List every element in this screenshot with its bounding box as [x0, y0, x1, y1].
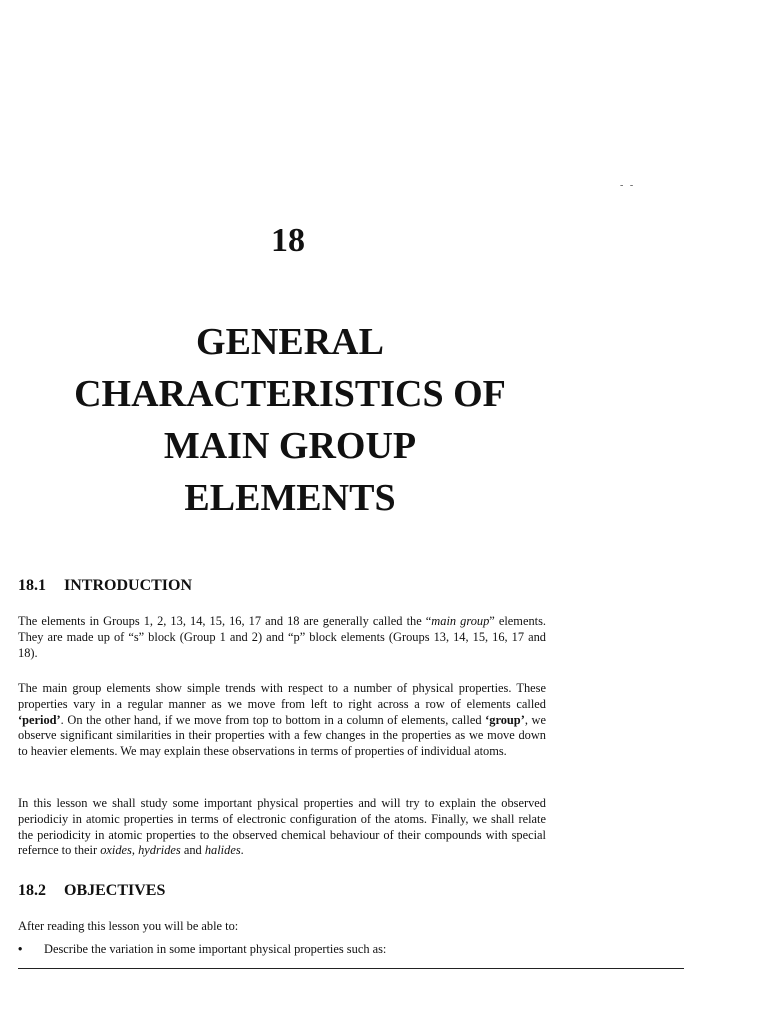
- intro-paragraph-3: [18, 796, 546, 859]
- intro-paragraph-2: [18, 681, 546, 760]
- text-run-italic: main group: [431, 614, 490, 628]
- chapter-title-line: MAIN GROUP: [163, 425, 417, 467]
- objective-bullet: [18, 941, 618, 957]
- text-run-bold: ‘group’: [485, 712, 525, 727]
- chapter-title-line: GENERAL: [196, 321, 384, 363]
- text-run: .: [240, 843, 244, 858]
- section-heading-introduction: [18, 577, 192, 595]
- chapter-number: 18: [271, 222, 305, 259]
- text-run-bold: ‘period’: [18, 712, 61, 727]
- text-run: ” elements. They are made up of “s” block (Group 1 and 2) and “p” block elements (Groups 13, 14, 15, 16, 17 and 18).: [18, 614, 547, 660]
- text-run: . On the other hand, if we move from top to bottom in a column of elements, called: [60, 712, 486, 727]
- bullet-marker: •: [18, 942, 23, 956]
- page-divider: [18, 968, 684, 969]
- section-number: 18.1: [18, 577, 46, 594]
- section-heading-objectives: [18, 882, 165, 900]
- intro-paragraph-1: [18, 614, 546, 661]
- chapter-title-line: ELEMENTS: [184, 477, 396, 519]
- text-run: The main group elements show simple trends with respect to a number of physical properties. These properties vary in a regular manner as we move from left to right across a row of elements called: [18, 681, 546, 711]
- bullet-text: Describe the variation in some important physical properties such as:: [44, 942, 387, 956]
- section-title: OBJECTIVES: [64, 882, 166, 899]
- objectives-intro: [18, 919, 546, 935]
- text-run: In this lesson we shall study some important physical properties and will try to explain the observed periodiciy in atomic properties in terms of electronic configuration of the atoms. Finally, we shall relate the periodicity in atomic properties to the observed chemical behaviour of their compounds with special refernce to their: [18, 796, 546, 858]
- text-run: The elements in Groups 1, 2, 13, 14, 15, 16, 17 and 18 are generally called the “: [18, 614, 432, 628]
- chapter-title: [20, 316, 560, 524]
- text-run-italic: halides: [204, 843, 241, 858]
- chapter-title-line: CHARACTERISTICS OF: [74, 373, 506, 415]
- text-run: After reading this lesson you will be able to:: [18, 919, 239, 933]
- text-run: and: [180, 843, 205, 858]
- text-run: , we observe significant similarities in their properties with a few changes in the properties as we move down to heavier elements. We may explain these observations in terms of properties of individual atoms.: [18, 712, 546, 759]
- scan-mark: - -: [620, 180, 636, 191]
- section-title: INTRODUCTION: [64, 577, 193, 594]
- text-run-italic: oxides, hydrides: [100, 843, 181, 858]
- section-number: 18.2: [18, 882, 46, 899]
